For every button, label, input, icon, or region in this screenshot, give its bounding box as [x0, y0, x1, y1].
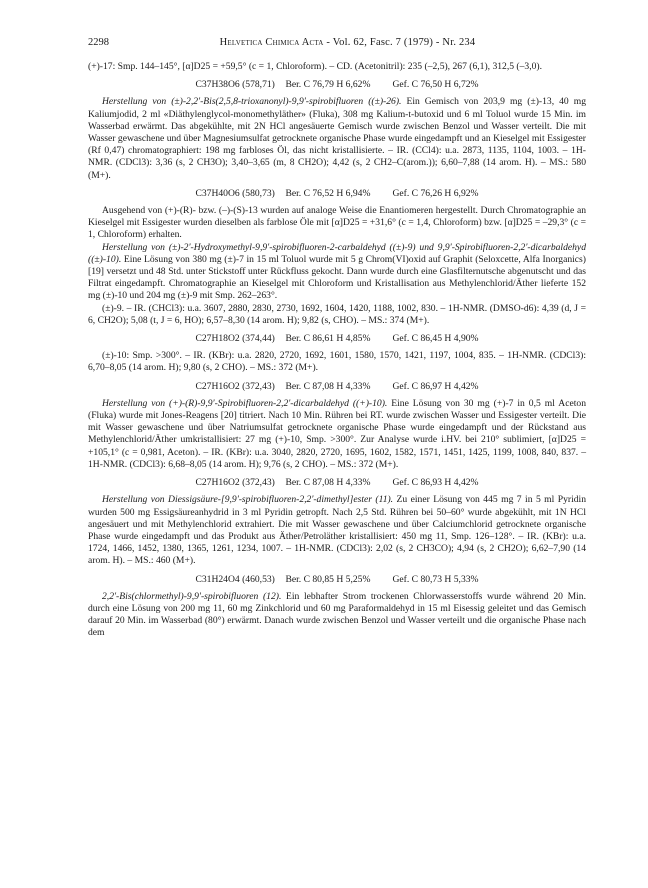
- molecular-formula: C37H40O6 (580,73): [195, 187, 275, 199]
- paragraph: [88, 591, 586, 640]
- paragraph-text: Zu einer Lösung von 445 mg 7 in 5 ml Pyridin wurden 500 mg Essigsäureanhydrid in 3 ml Pyridin getropft. Nach 2,5 Std. Rühren bei 50–60° wurde abgekühlt, mit 1N HCl angesäuert und mit Methylenchlorid extrahiert. Die mit Wasser gewaschene und über Calciumchlorid getrocknete organische Phase wurde eingedampft und das Produkt aus Äther/Petroläther kristallisiert: 450 mg 11, Smp. 126–128°. – IR. (KBr): u.a. 1724, 1466, 1452, 1380, 1365, 1261, 1234, 1007. – 1H-NMR. (CDCl3): 2,02 (s, 2 CH3CO); 4,94 (s, 2 CH2O); 6,62–7,90 (14 arom. H). – MS.: 460 (M+).: [88, 494, 586, 567]
- running-header: [88, 36, 586, 50]
- paragraph-text: Ein Gemisch von 203,9 mg (±)-13, 40 mg Kaliumjodid, 2 ml «Diäthylenglycol-monomethyläther» (Fluka), 308 mg Kalium-t-butoxid und 6 ml Toluol wurde 15 Min. im Wasserbad erwärmt. Das abgekühlte, mit 2N HCl angesäuerte Gemisch wurde zwischen Benzol und Wasser verteilt. Die mit Wasser gewaschene und über Magnesiumsulfat getrocknete organische Phase wurde eingedampft und an Kieselgel mit Essigester (Rf 0,47) chromatographiert: 198 mg farbloses Öl, das nicht kristallisierte. – IR. (CCl4): u.a. 2873, 1135, 1104, 1003. – 1H-NMR. (CDCl3): 3,36 (s, 2 CH3O); 3,40–3,65 (m, 8 CH2O); 4,42 (s, 2 CH2–C(arom.)); 6,60–7,88 (14 arom. H). – MS.: 580 (M+).: [88, 96, 586, 181]
- paragraph: [88, 303, 586, 327]
- journal-name: Helvetica Chimica Acta: [219, 37, 324, 48]
- molecular-formula: C27H16O2 (372,43): [195, 380, 275, 392]
- elemental-analysis: [88, 79, 586, 91]
- found-values: Gef. C 76,50 H 6,72%: [392, 79, 479, 91]
- elemental-analysis: [88, 188, 586, 200]
- paragraph-text: Eine Lösung von 30 mg (+)-7 in 0,5 ml Aceton (Fluka) wurde mit Jones-Reagens [20] titriert. Nach 10 Min. Rühren bei RT. wurde zwischen Wasser und Essigester verteilt. Die mit Wasser gewaschene und über Natriumsulfat getrocknete organische Phase wurde eingedampft und der Rückstand aus Methylenchlorid/Äther umkristallisiert: 27 mg (+)-10, Smp. >300°. Zur Analyse wurde i.HV. bei 210° sublimiert, [α]D25 = +105,1° (c = 0,981, Aceton). – IR. (KBr): u.a. 3040, 2820, 2720, 1695, 1602, 1582, 1571, 1451, 1425, 1199, 1008, 840, 837. – 1H-NMR. (CDCl3): 6,68–8,05 (14 arom. H); 9,76 (s, 2 CHO). – MS.: 372 (M+).: [88, 397, 586, 470]
- paragraph: [88, 242, 586, 303]
- procedure-title: Herstellung von Diessigsäure-[9,9'-spirobifluoren-2,2'-dimethyl]ester (11).: [102, 494, 394, 506]
- paragraph: [88, 205, 586, 242]
- paragraph: [88, 96, 586, 181]
- found-values: Gef. C 86,97 H 4,42%: [392, 380, 479, 392]
- paragraph-text: (±)-10: Smp. >300°. – IR. (KBr): u.a. 2820, 2720, 1692, 1601, 1580, 1570, 1421, 1197, 1004, 835. – 1H-NMR. (CDCl3): 6,70–8,05 (14 arom. H); 9,80 (s, 2 CHO). – MS.: 372 (M+).: [88, 350, 586, 374]
- found-values: Gef. C 80,73 H 5,33%: [392, 573, 479, 585]
- paragraph-text: (+)-17: Smp. 144–145°, [α]D25 = +59,5° (c = 1, Chloroform). – CD. (Acetonitril): 235 (–2,5), 267 (6,1), 312,5 (–3,0).: [88, 61, 543, 72]
- molecular-formula: C31H24O4 (460,53): [195, 573, 275, 585]
- paragraph: [88, 61, 586, 73]
- elemental-analysis: [88, 333, 586, 345]
- paragraph-text: Ausgehend von (+)-(R)- bzw. (–)-(S)-13 wurden auf analoge Weise die Enantiomeren hergestellt. Durch Chromatographie an Kieselgel mit Essigester wurden dieselben als farblose Öle mit [α]D25 = +31,6° (c = 1,4, Chloroform) bzw. [α]D25 = –29,3° (c = 1, Chloroform) erhalten.: [88, 205, 586, 241]
- paragraph-text: Ein lebhafter Strom trockenen Chlorwasserstoffs wurde während 20 Min. durch eine Lösung von 200 mg 11, 60 mg Zinkchlorid und 60 mg Paraformaldehyd in 15 ml Eisessig geleitet und das Gemisch darauf 20 Min. im Wasserbad (80°) erwärmt. Danach wurde zwischen Benzol und Wasser verteilt und die organische Phase nach dem: [88, 590, 586, 639]
- calculated-values: Ber. C 87,08 H 4,33%: [285, 380, 371, 392]
- paragraph: [88, 494, 586, 567]
- elemental-analysis: [88, 574, 586, 586]
- journal-issue: - Vol. 62, Fasc. 7 (1979) - Nr. 234: [326, 37, 476, 48]
- calculated-values: Ber. C 76,52 H 6,94%: [285, 187, 371, 199]
- molecular-formula: C27H16O2 (372,43): [195, 477, 275, 489]
- procedure-title: Herstellung von (±)-2'-Hydroxymethyl-9,9'-spirobifluoren-2-carbaldehyd ((±)-9) und 9,9'-Spirobifluoren-2,2'-dicarbaldehyd ((±)-10).: [88, 241, 586, 265]
- found-values: Gef. C 86,93 H 4,42%: [392, 477, 479, 489]
- molecular-formula: C37H38O6 (578,71): [195, 79, 275, 91]
- elemental-analysis: [88, 381, 586, 393]
- calculated-values: Ber. C 76,79 H 6,62%: [285, 79, 371, 91]
- paragraph-text: (±)-9. – IR. (CHCl3): u.a. 3607, 2880, 2830, 2730, 1692, 1604, 1420, 1188, 1002, 830. – 1H-NMR. (DMSO-d6): 4,39 (d, J = 6, CH2O); 5,08 (t, J = 6, HO); 6,57–8,30 (14 arom. H); 9,82 (s, CHO). – MS.: 374 (M+).: [88, 302, 586, 326]
- paragraph: [88, 350, 586, 374]
- found-values: Gef. C 86,45 H 4,90%: [392, 333, 479, 345]
- molecular-formula: C27H18O2 (374,44): [195, 333, 275, 345]
- calculated-values: Ber. C 87,08 H 4,33%: [285, 477, 371, 489]
- paragraph: [88, 398, 586, 471]
- elemental-analysis: [88, 477, 586, 489]
- procedure-title: Herstellung von (±)-2,2'-Bis(2,5,8-trioxanonyl)-9,9'-spirobifluoren ((±)-26).: [102, 96, 402, 108]
- found-values: Gef. C 76,26 H 6,92%: [392, 187, 479, 199]
- calculated-values: Ber. C 86,61 H 4,85%: [285, 333, 371, 345]
- procedure-title: Herstellung von (+)-(R)-9,9'-Spirobifluoren-2,2'-dicarbaldehyd ((+)-10).: [102, 397, 388, 409]
- article-body: [88, 61, 586, 640]
- journal-citation: [109, 36, 586, 50]
- paragraph-text: Eine Lösung von 380 mg (±)-7 in 15 ml Toluol wurde mit 5 g Chrom(VI)oxid auf Graphit (Seloxcette, Alfa Inorganics) [19] versetzt und 48 Std. unter Stickstoff unter Rückfluss gekocht. Dann wurde durch eine Glasfilternutsche abgenutscht und das Filtrat eingedampft. Chromatographie an Kieselgel mit Chloroform und Kristallisation aus Methylenchlorid/Äther lieferte 152 mg (±)-10 und 204 mg (±)-9 mit Smp. 262–263°.: [88, 253, 586, 302]
- page-number: 2298: [88, 37, 109, 48]
- calculated-values: Ber. C 80,85 H 5,25%: [285, 573, 371, 585]
- journal-page: [88, 36, 586, 640]
- procedure-title: 2,2'-Bis(chlormethyl)-9,9'-spirobifluoren (12).: [102, 590, 282, 602]
